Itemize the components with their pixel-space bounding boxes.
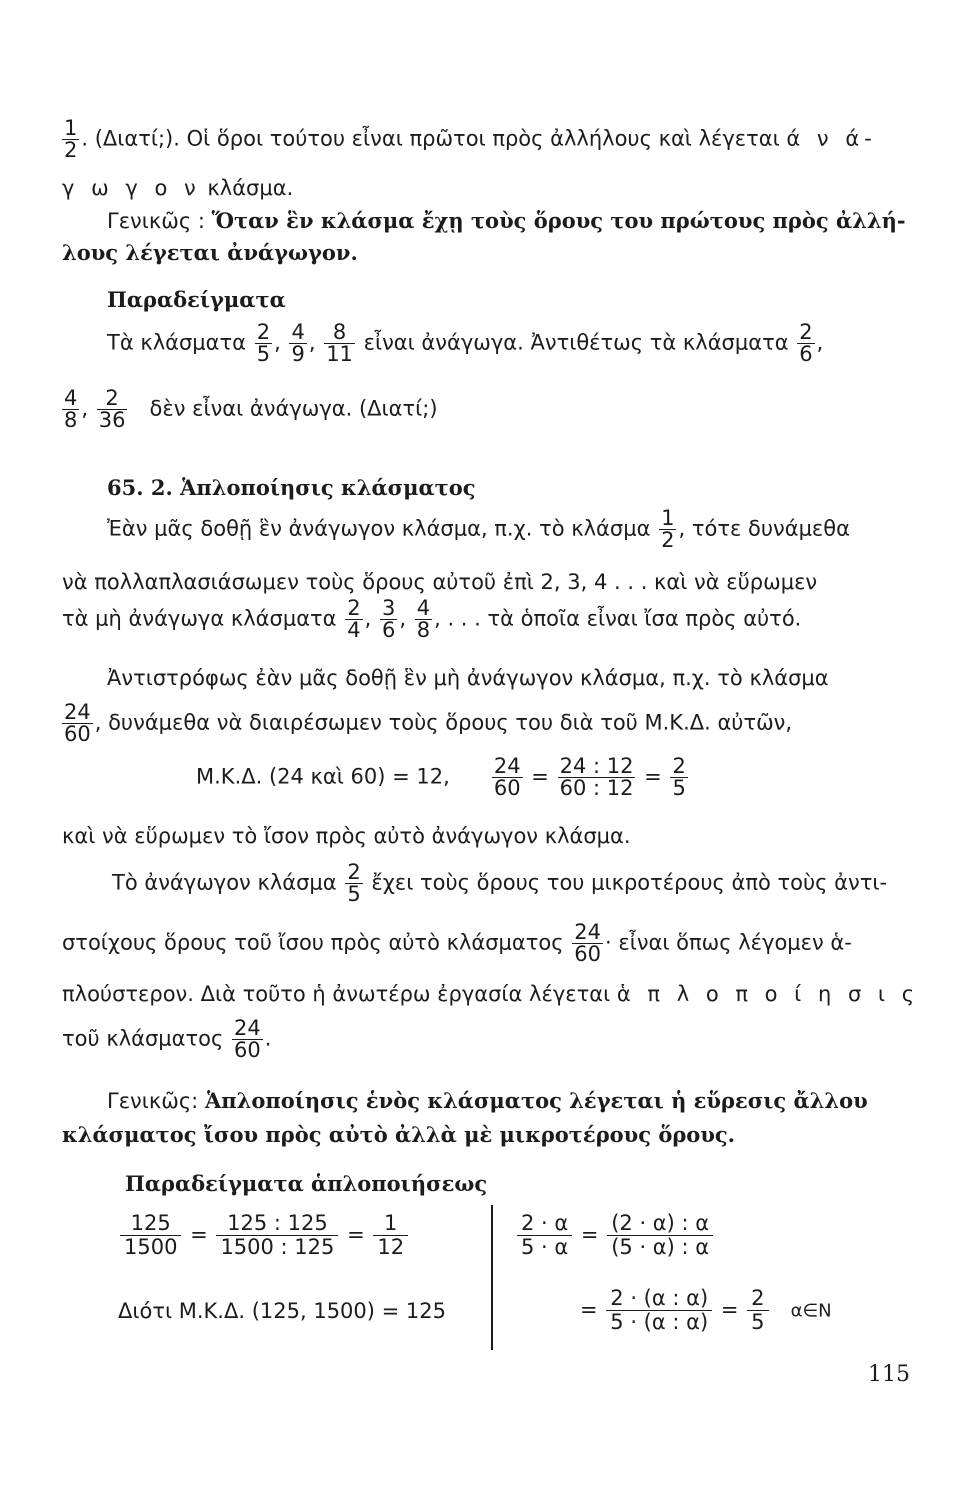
examples-heading: Παραδείγματα: [107, 287, 286, 312]
example-right-equation-1: $\frac{2 \cdot \alpha}{5 \cdot \alpha}$ = $\frac{(2 \cdot \alpha) : \alpha}{(5 \cdot \alpha) : \alpha}$: [515, 1212, 715, 1259]
fraction: $\frac{125 : 125}{1500 : 125}$: [216, 1212, 338, 1259]
fraction: $\frac{24}{60}$: [64, 700, 91, 746]
fraction: $\frac{2 \cdot (\alpha : \alpha)}{5 \cdot (\alpha : \alpha)}$: [606, 1287, 712, 1334]
line-14: Τὸ ἀνάγωγον κλάσμα $\frac{2}{5}$ ἔχει τοὺς ὅρους του μικροτέρους ἀπὸ τοὺς ἀντι-: [112, 860, 888, 906]
fraction: $\frac{2}{5}$: [672, 754, 686, 800]
page-number: 115: [868, 1362, 910, 1387]
line-16: πλούστερον. Διὰ τοῦτο ἡ ἀνωτέρω ἐργασία λέγεται ἁ π λ ο π ο ί η σ ι ς: [62, 982, 920, 1006]
example-left-reason: Διότι Μ.Κ.Δ. (125, 1500) = 125: [118, 1299, 446, 1323]
section-title: 65. 2. Ἁπλοποίησις κλάσματος: [107, 475, 476, 500]
fraction: $\frac{2}{5}$: [747, 1287, 768, 1334]
fraction: $\frac{1}{2}$: [64, 116, 78, 162]
fraction: $\frac{1}{12}$: [373, 1212, 408, 1259]
fraction: $\frac{125}{1500}$: [120, 1212, 181, 1259]
line-9: τὰ μὴ ἀνάγωγα κλάσματα $\frac{2}{4}$ , $\frac{3}{6}$ , $\frac{4}{8}$ , . . . τὰ ὁποῖα εἶναι ἴσα πρὸς αὐτό.: [62, 596, 802, 642]
fraction: $\frac{2}{5}$: [256, 320, 271, 366]
fraction: $\frac{8}{11}$: [326, 320, 353, 366]
line-7: Ἐὰν μᾶς δοθῇ ἓν ἀνάγωγον κλάσμα, π.χ. τὸ κλάσμα $\frac{1}{2}$ , τότε δυνάμεθα: [107, 506, 850, 552]
fraction: $\frac{24}{60}$: [574, 920, 602, 966]
line-examples-2: $\frac{4}{8}$ , $\frac{2}{36}$ δὲν εἶναι ἀνάγωγα. (Διατί;): [64, 386, 438, 432]
fraction: $\frac{2}{36}$: [98, 386, 126, 432]
example-right-equation-2: = $\frac{2 \cdot (\alpha : \alpha)}{5 \cdot (\alpha : \alpha)}$ = $\frac{2}{5}$ α∈N: [580, 1286, 832, 1334]
fraction: $\frac{(2 \cdot \alpha) : \alpha}{(5 \cdot \alpha) : \alpha}$: [607, 1212, 713, 1259]
line-1: $\frac{1}{2}$ . (Διατί;). Οἱ ὅροι τούτου εἶναι πρῶτοι πρὸς ἀλλήλους καὶ λέγεται ά ν ά-: [64, 116, 877, 162]
fraction: $\frac{2 \cdot \alpha}{5 \cdot \alpha}$: [517, 1212, 572, 1259]
fraction: $\frac{4}{9}$: [291, 320, 305, 366]
line-10: Ἀντιστρόφως ἐὰν μᾶς δοθῇ ἓν μὴ ἀνάγωγον κλάσμα, π.χ. τὸ κλάσμα: [107, 666, 829, 690]
line-2: γ ω γ ο ν κλάσμα.: [62, 176, 294, 200]
fraction: $\frac{1}{2}$: [661, 506, 675, 552]
fraction: $\frac{4}{8}$: [416, 596, 431, 642]
examples-heading-2: Παραδείγματα ἁπλοποιήσεως: [125, 1171, 488, 1196]
fraction: $\frac{4}{8}$: [64, 386, 78, 432]
example-left-equation: $\frac{125}{1500}$ = $\frac{125 : 125}{1500 : 125}$ = $\frac{1}{12}$: [118, 1212, 410, 1259]
fraction: $\frac{2}{6}$: [799, 320, 813, 366]
line-15: στοίχους ὅρους τοῦ ἴσου πρὸς αὐτὸ κλάσματος $\frac{24}{60}$ · εἶναι ὅπως λέγομεν ἁ-: [62, 920, 852, 966]
definition-line-1: Γενικῶς: Ἁπλοποίησις ἑνὸς κλάσματος λέγεται ἡ εὕρεσις ἄλλου: [107, 1088, 868, 1113]
fraction: $\frac{24 : 12}{60 : 12}$: [559, 754, 634, 800]
line-17: τοῦ κλάσματος $\frac{24}{60}$ .: [62, 1016, 272, 1062]
fraction: $\frac{24}{60}$: [493, 754, 521, 800]
rule-line-1: Γενικῶς : Ὅταν ἓν κλάσμα ἔχῃ τοὺς ὅρους του πρώτους πρὸς ἀλλή-: [107, 208, 906, 233]
fraction: $\frac{2}{5}$: [347, 860, 361, 906]
vertical-divider: [491, 1205, 493, 1350]
line-gcd: Μ.Κ.Δ. (24 καὶ 60) = 12, $\frac{24}{60}$ = $\frac{24 : 12}{60 : 12}$ = $\frac{2}{5}$: [196, 754, 686, 800]
line-8: νὰ πολλαπλασιάσωμεν τοὺς ὅρους αὐτοῦ ἐπὶ 2, 3, 4 . . . καὶ νὰ εὕρωμεν: [62, 570, 818, 594]
fraction: $\frac{3}{6}$: [381, 596, 396, 642]
rule-line-2: λους λέγεται ἀνάγωγον.: [62, 240, 358, 265]
definition-line-2: κλάσματος ἴσου πρὸς αὐτὸ ἀλλὰ μὲ μικροτέρους ὅρους.: [62, 1122, 735, 1147]
line-11: $\frac{24}{60}$ , δυνάμεθα νὰ διαιρέσωμεν τοὺς ὅρους του διὰ τοῦ Μ.Κ.Δ. αὐτῶν,: [64, 700, 793, 746]
fraction: $\frac{2}{4}$: [347, 596, 361, 642]
line-13: καὶ νὰ εὕρωμεν τὸ ἴσον πρὸς αὐτὸ ἀνάγωγον κλάσμα.: [62, 824, 631, 848]
line-examples-1: Τὰ κλάσματα $\frac{2}{5}$ , $\frac{4}{9}$ , $\frac{8}{11}$ εἶναι ἀνάγωγα. Ἀντιθέτως τὰ κλάσματα $\frac{2}{6}$ ,: [107, 320, 824, 366]
fraction: $\frac{24}{60}$: [233, 1016, 261, 1062]
